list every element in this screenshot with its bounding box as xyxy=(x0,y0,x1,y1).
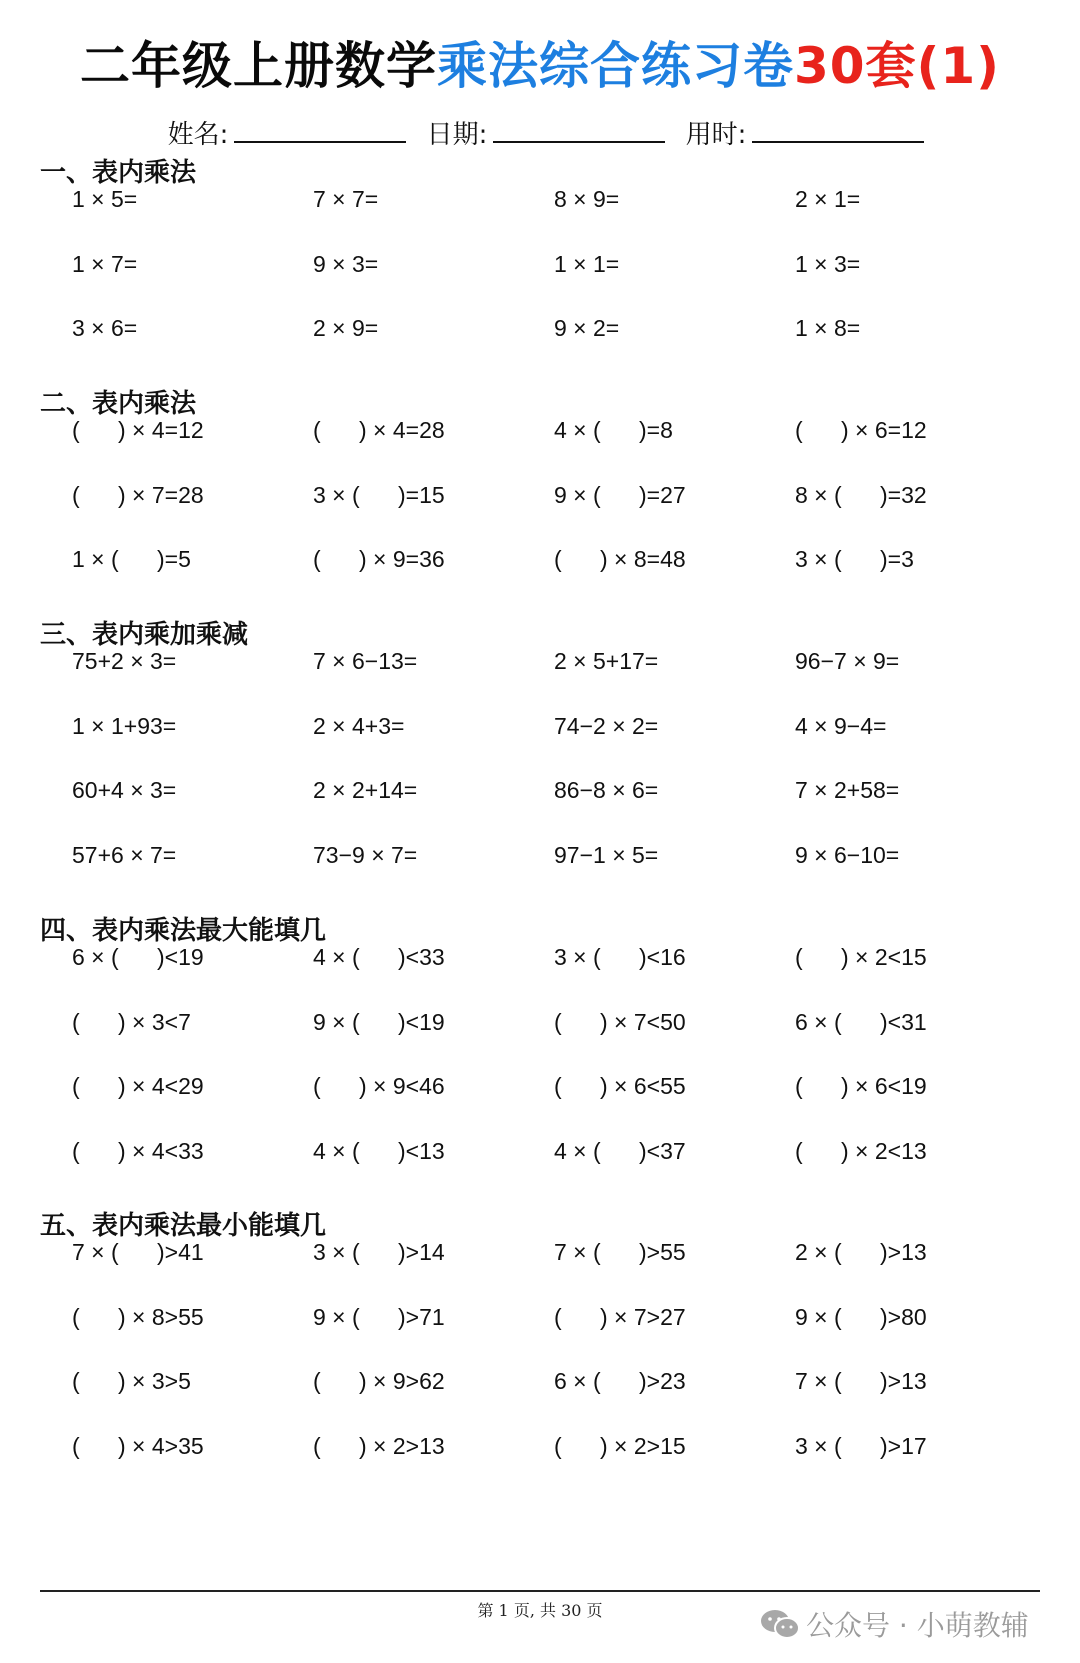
math-problem: ( ) × 2<13 xyxy=(795,1137,927,1164)
math-problem: 57+6 × 7= xyxy=(72,841,177,868)
math-problem: 2 × 4+3= xyxy=(313,712,405,739)
math-problem: 8 × 9= xyxy=(554,186,620,212)
problem-row xyxy=(0,648,1080,682)
math-problem: 7 × 2+58= xyxy=(795,777,900,803)
problem-row xyxy=(0,315,1080,349)
math-problem: ( ) × 7>27 xyxy=(554,1303,686,1330)
student-info xyxy=(0,114,1080,151)
math-problem: ( ) × 6<19 xyxy=(795,1073,927,1099)
math-problem: 1 × 5= xyxy=(72,186,138,212)
math-problem: ( ) × 4=28 xyxy=(313,417,445,443)
math-problem: 4 × ( )=8 xyxy=(554,417,673,443)
name-blank[interactable] xyxy=(234,119,406,143)
math-problem: 2 × 5+17= xyxy=(554,648,659,674)
math-problem: ( ) × 9<46 xyxy=(313,1073,445,1099)
section-title: 四、表内乘法最大能填几 xyxy=(40,916,327,946)
math-problem: ( ) × 2<15 xyxy=(795,944,927,970)
math-problem: 2 × 9= xyxy=(313,315,379,341)
math-problem: ( ) × 8>55 xyxy=(72,1303,204,1330)
title-grade: 二年级上册数学 xyxy=(79,37,437,95)
date-label: 日期: xyxy=(426,120,488,150)
math-problem: 9 × 2= xyxy=(554,315,620,341)
math-problem: 4 × ( )<37 xyxy=(554,1137,686,1164)
math-problem: ( ) × 2>15 xyxy=(554,1432,686,1459)
math-problem: 7 × ( )>55 xyxy=(554,1239,686,1265)
math-problem: 3 × ( )>17 xyxy=(795,1432,927,1459)
math-problem: 6 × ( )>23 xyxy=(554,1368,686,1394)
math-problem: 3 × ( )<16 xyxy=(554,944,686,970)
math-problem: 3 × ( )=15 xyxy=(313,481,445,508)
math-problem: 74−2 × 2= xyxy=(554,712,659,739)
math-problem: 2 × 1= xyxy=(795,186,861,212)
section-title: 五、表内乘法最小能填几 xyxy=(40,1211,327,1241)
page-title xyxy=(0,26,1080,98)
math-problem: 9 × ( )<19 xyxy=(313,1008,445,1035)
math-problem: 2 × ( )>13 xyxy=(795,1239,927,1265)
footer-divider xyxy=(40,1590,1040,1592)
problem-row xyxy=(0,546,1080,580)
title-set: 30套(1) xyxy=(793,37,1001,95)
math-problem: ( ) × 4<33 xyxy=(72,1137,204,1164)
math-problem: 3 × ( )=3 xyxy=(795,546,914,572)
math-problem: ( ) × 3>5 xyxy=(72,1368,191,1394)
math-problem: 7 × 7= xyxy=(313,186,379,212)
problem-row xyxy=(0,1433,1080,1467)
math-problem: 1 × 7= xyxy=(72,250,138,277)
math-problem: 6 × ( )<31 xyxy=(795,1008,927,1035)
section-title: 一、表内乘法 xyxy=(40,158,197,188)
math-problem: 2 × 2+14= xyxy=(313,777,418,803)
problem-row xyxy=(0,251,1080,285)
math-problem: 97−1 × 5= xyxy=(554,841,659,868)
time-label: 用时: xyxy=(685,120,747,150)
math-problem: 6 × ( )<19 xyxy=(72,944,204,970)
problem-row xyxy=(0,1138,1080,1172)
math-problem: 7 × ( )>41 xyxy=(72,1239,204,1265)
math-problem: 1 × 1+93= xyxy=(72,712,177,739)
math-problem: 86−8 × 6= xyxy=(554,777,659,803)
math-problem: 96−7 × 9= xyxy=(795,648,900,674)
math-problem: 7 × 6−13= xyxy=(313,648,418,674)
math-problem: 9 × ( )>71 xyxy=(313,1303,445,1330)
problem-row xyxy=(0,713,1080,747)
watermark xyxy=(760,1604,1029,1644)
math-problem: ( ) × 3<7 xyxy=(72,1008,191,1035)
math-problem: 1 × 3= xyxy=(795,250,861,277)
problem-row xyxy=(0,842,1080,876)
math-problem: 8 × ( )=32 xyxy=(795,481,927,508)
problem-row xyxy=(0,1304,1080,1338)
math-problem: 9 × 6−10= xyxy=(795,841,900,868)
problem-row xyxy=(0,186,1080,220)
math-problem: 1 × 1= xyxy=(554,250,620,277)
math-problem: ( ) × 4<29 xyxy=(72,1073,204,1099)
math-problem: 7 × ( )>13 xyxy=(795,1368,927,1394)
math-problem: ( ) × 9=36 xyxy=(313,546,445,572)
math-problem: 1 × ( )=5 xyxy=(72,546,191,572)
watermark-text: 公众号 · 小萌教辅 xyxy=(806,1609,1029,1642)
math-problem: 4 × ( )<13 xyxy=(313,1137,445,1164)
math-problem: 9 × ( )>80 xyxy=(795,1303,927,1330)
problem-row xyxy=(0,1239,1080,1273)
problem-row xyxy=(0,777,1080,811)
math-problem: ( ) × 6=12 xyxy=(795,417,927,443)
name-label: 姓名: xyxy=(167,120,229,150)
math-problem: ( ) × 6<55 xyxy=(554,1073,686,1099)
problem-row xyxy=(0,1009,1080,1043)
math-problem: 4 × 9−4= xyxy=(795,712,887,739)
section-title: 二、表内乘法 xyxy=(40,389,197,419)
math-problem: ( ) × 8=48 xyxy=(554,546,686,572)
problem-row xyxy=(0,1073,1080,1107)
math-problem: 3 × 6= xyxy=(72,315,138,341)
math-problem: 3 × ( )>14 xyxy=(313,1239,445,1265)
problem-row xyxy=(0,417,1080,451)
math-problem: 75+2 × 3= xyxy=(72,648,177,674)
time-blank[interactable] xyxy=(752,119,924,143)
problem-row xyxy=(0,944,1080,978)
math-problem: 9 × ( )=27 xyxy=(554,481,686,508)
math-problem: ( ) × 2>13 xyxy=(313,1432,445,1459)
math-problem: 60+4 × 3= xyxy=(72,777,177,803)
title-subject: 乘法综合练习卷 xyxy=(436,37,794,95)
date-blank[interactable] xyxy=(493,119,665,143)
section-title: 三、表内乘加乘减 xyxy=(40,620,249,650)
math-problem: 1 × 8= xyxy=(795,315,861,341)
wechat-icon xyxy=(760,1608,800,1640)
math-problem: ( ) × 9>62 xyxy=(313,1368,445,1394)
math-problem: ( ) × 4=12 xyxy=(72,417,204,443)
math-problem: ( ) × 4>35 xyxy=(72,1432,204,1459)
math-problem: 73−9 × 7= xyxy=(313,841,418,868)
page-number: 第 1 页, 共 30 页 xyxy=(477,1601,603,1620)
problem-row xyxy=(0,482,1080,516)
math-problem: 4 × ( )<33 xyxy=(313,944,445,970)
math-problem: ( ) × 7<50 xyxy=(554,1008,686,1035)
problem-row xyxy=(0,1368,1080,1402)
math-problem: ( ) × 7=28 xyxy=(72,481,204,508)
math-problem: 9 × 3= xyxy=(313,250,379,277)
